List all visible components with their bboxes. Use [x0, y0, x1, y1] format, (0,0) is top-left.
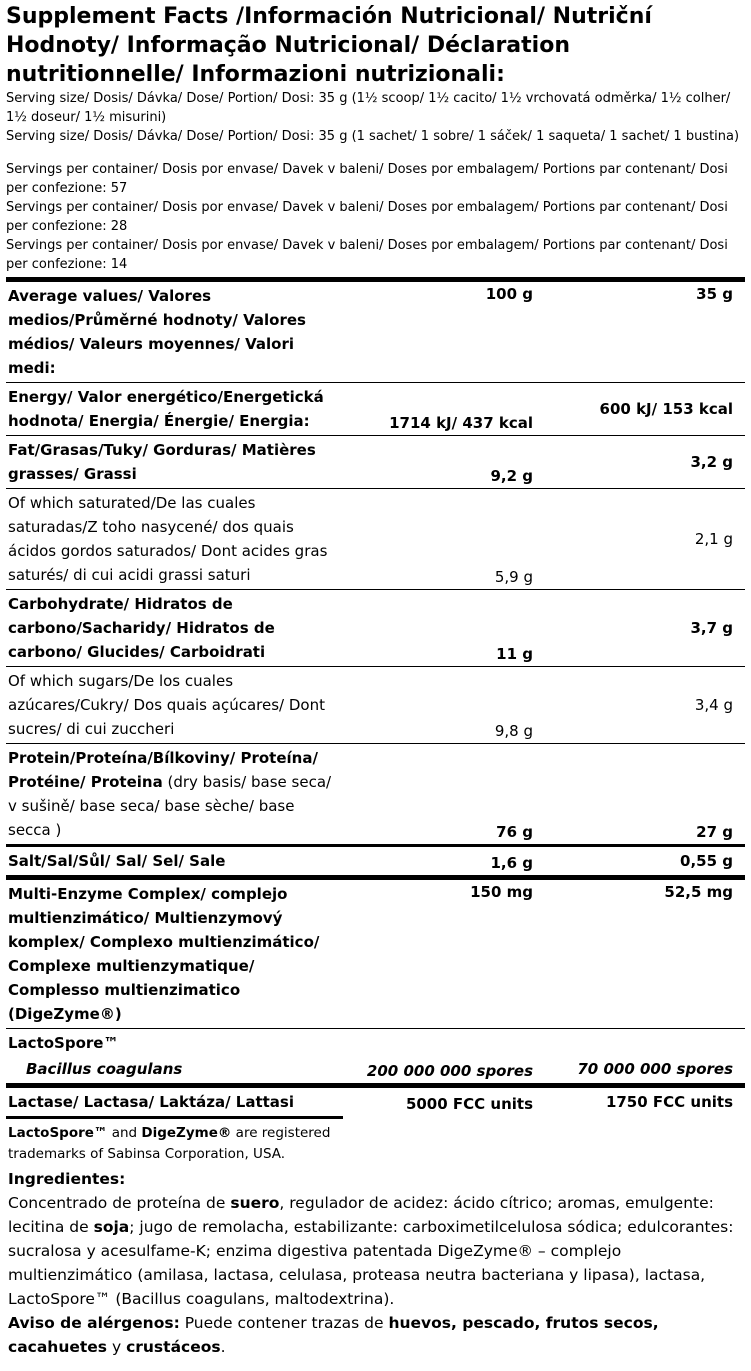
- row-value-serving: 27 g: [696, 823, 733, 841]
- row-label: Energy/ Valor energético/Energetická hodnota/ Energia/ Énergie/ Energia:: [8, 388, 324, 430]
- header-col-100g: 100 g: [485, 285, 533, 303]
- table-header-row: [6, 277, 745, 382]
- servings-per-container-3: Servings per container/ Dosis por envase/ Davek v baleni/ Doses por embalagem/ Portions par contenant/ Dosi per confezione: 14: [6, 238, 728, 272]
- serving-size-1: Serving size/ Dosis/ Dávka/ Dose/ Portion/ Dosi: 35 g (1½ scoop/ 1½ cacito/ 1½ vrchovatá odměrka/ 1½ colher/ 1½ doseur/ 1½ misurini): [6, 91, 731, 125]
- table-row-saturated: [6, 488, 745, 589]
- table-row-lactospore: [6, 1028, 745, 1083]
- ingredients-part: ; jugo de remolacha, estabilizante: carboximetilcelulosa sódica; edulcorantes: sucralosa y acesulfame-K; enzima digestiva patentada DigeZyme® – complejo multienzimático (amilasa, lactasa, celulasa, proteasa neutra bacteriana y lipasa), lactasa, LactoSpore™ (Bacillus coagulans, maltodextrina).: [8, 1218, 734, 1308]
- spacer: [6, 146, 745, 160]
- table-row-energy: [6, 382, 745, 435]
- ingredients-text: [6, 1191, 745, 1311]
- allergen-text: y: [107, 1338, 127, 1356]
- row-value-100g: 5000 FCC units: [405, 1095, 533, 1113]
- row-value-100g: 150 mg: [470, 883, 533, 901]
- allergen-highlight: crustáceos: [126, 1338, 221, 1356]
- row-label: LactoSpore™: [8, 1034, 119, 1052]
- row-label: Fat/Grasas/Tuky/ Gorduras/ Matières grasses/ Grassi: [8, 441, 316, 483]
- trademark-digezyme: DigeZyme®: [141, 1125, 232, 1141]
- page-title: Supplement Facts /Información Nutricional/ Nutriční Hodnoty/ Informação Nutricional/ Déclaration nutritionnelle/ Informazioni nutrizionali:: [6, 4, 652, 87]
- row-value-100g: 11 g: [496, 645, 533, 663]
- header-label: Average values/ Valores medios/Průměrné hodnoty/ Valores médios/ Valeurs moyennes/ Valori medi:: [8, 287, 306, 377]
- servings-per-container-2: Servings per container/ Dosis por envase/ Davek v baleni/ Doses por embalagem/ Portions par contenant/ Dosi per confezione: 28: [6, 200, 728, 234]
- row-label-bold: Protein/Proteína/Bílkoviny/ Proteína/ Protéine/ Proteina: [8, 749, 318, 791]
- row-value-100g: 200 000 000 spores: [366, 1062, 533, 1080]
- row-label: Salt/Sal/Sůl/ Sal/ Sel/ Sale: [8, 852, 226, 870]
- ingredients-part: , regulador de acidez: ácido cítrico; aromas, emulgente: lecitina de: [8, 1194, 714, 1236]
- table-row-lactase: [6, 1083, 745, 1116]
- row-label-note: (dry basis/ base seca/ v sušině/ base seca/ base sèche/ base secca ): [8, 773, 332, 839]
- row-value-100g: 9,8 g: [494, 722, 533, 740]
- trademark-text: and: [107, 1125, 142, 1141]
- row-value-100g: 1,6 g: [490, 854, 533, 872]
- trademark-lactospore: LactoSpore™: [8, 1125, 108, 1141]
- table-row-fat: [6, 435, 745, 488]
- row-value-serving: 52,5 mg: [664, 883, 733, 901]
- allergen-label: Aviso de alérgenos:: [8, 1314, 180, 1332]
- row-value-serving: 600 kJ/ 153 kcal: [599, 400, 733, 418]
- trademark-note: [6, 1116, 343, 1167]
- row-value-serving: 3,4 g: [694, 696, 733, 714]
- table-row-sugars: [6, 666, 745, 743]
- allergen-highlight: soja: [93, 1218, 130, 1236]
- row-sublabel: Bacillus coagulans: [26, 1060, 183, 1078]
- row-value-100g: 9,2 g: [490, 467, 533, 485]
- row-value-serving: 0,55 g: [680, 852, 733, 870]
- row-label: Of which saturated/De las cuales saturadas/Z toho nasycené/ dos quais ácidos gordos saturados/ Dont acides gras saturés/ di cui acidi grassi saturi: [8, 494, 328, 584]
- row-label: [6, 744, 341, 844]
- row-value-100g: 76 g: [496, 823, 533, 841]
- row-label: Of which sugars/De los cuales azúcares/Cukry/ Dos quais açúcares/ Dont sucres/ di cui zuccheri: [8, 672, 325, 738]
- header-col-35g: 35 g: [696, 285, 733, 303]
- row-value-serving: 70 000 000 spores: [577, 1060, 733, 1078]
- ingredients-heading: Ingredientes:: [8, 1170, 126, 1188]
- row-value-100g: 1714 kJ/ 437 kcal: [389, 414, 533, 432]
- row-value-100g: 5,9 g: [494, 568, 533, 586]
- table-row-multi-enzyme: [6, 875, 745, 1028]
- row-value-serving: 3,7 g: [690, 619, 733, 637]
- table-row-protein: [6, 743, 745, 844]
- allergen-text: .: [220, 1338, 226, 1356]
- supplement-facts-label: [0, 2, 751, 1371]
- row-label: Lactase/ Lactasa/ Laktáza/ Lattasi: [8, 1093, 294, 1111]
- allergen-text: Puede contener trazas de: [179, 1314, 389, 1332]
- table-row-carbohydrate: [6, 589, 745, 666]
- row-value-serving: 2,1 g: [694, 530, 733, 548]
- lactospore-values: [6, 1055, 745, 1083]
- row-value-serving: 1750 FCC units: [605, 1093, 733, 1111]
- allergen-highlight: huevos, pescado, frutos secos, cacahuetes: [8, 1314, 659, 1356]
- allergen-highlight: suero: [230, 1194, 280, 1212]
- row-label: Multi-Enzyme Complex/ complejo multienzimático/ Multienzymový komplex/ Complexo multienzimático/ Complexe multienzymatique/ Complesso multienzimatico (DigeZyme®): [8, 885, 320, 1023]
- servings-per-container-1: Servings per container/ Dosis por envase/ Davek v baleni/ Doses por embalagem/ Portions par contenant/ Dosi per confezione: 57: [6, 162, 728, 196]
- trademark-text-2: are registered trademarks of Sabinsa Corporation, USA.: [8, 1125, 331, 1162]
- table-row-salt: [6, 844, 745, 875]
- row-value-serving: 3,2 g: [690, 453, 733, 471]
- ingredients-part: Concentrado de proteína de: [8, 1194, 231, 1212]
- row-label: Carbohydrate/ Hidratos de carbono/Sacharidy/ Hidratos de carbono/ Glucides/ Carboidrati: [8, 595, 275, 661]
- serving-size-2: Serving size/ Dosis/ Dávka/ Dose/ Portion/ Dosi: 35 g (1 sachet/ 1 sobre/ 1 sáček/ 1 saqueta/ 1 sachet/ 1 bustina): [6, 129, 740, 144]
- allergen-warning: [6, 1311, 745, 1359]
